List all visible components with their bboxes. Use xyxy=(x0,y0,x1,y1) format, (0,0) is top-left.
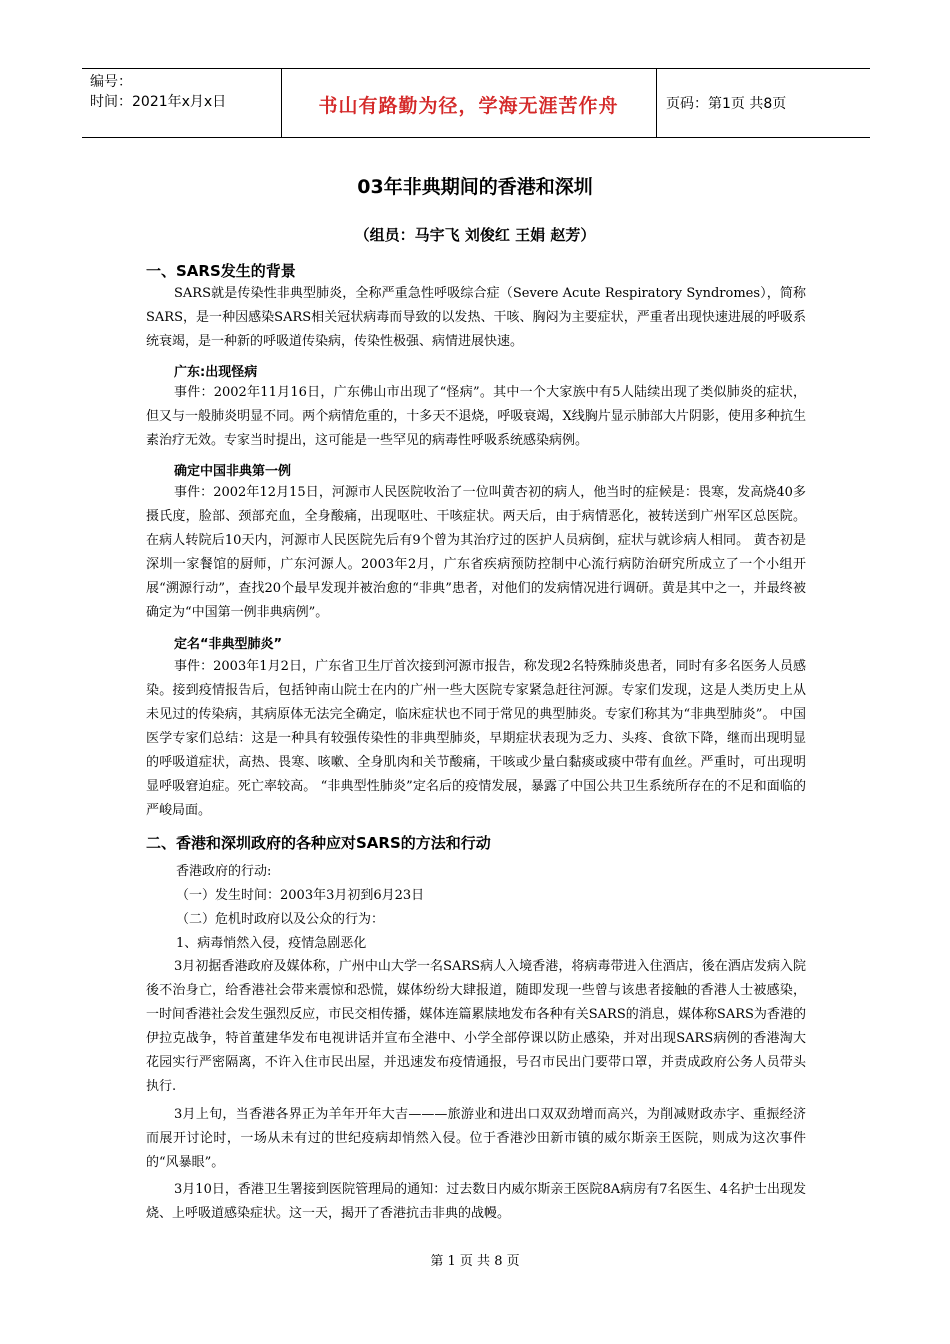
section-heading: 一、SARS发生的背景 xyxy=(146,262,296,280)
header-divider xyxy=(656,69,657,137)
text-line: 1、病毒悄然入侵，疫情急剧恶化 xyxy=(176,936,367,951)
text-line: （二）危机时政府以及公众的行为： xyxy=(176,912,385,927)
header-number: 编号： xyxy=(90,74,132,90)
paragraph: 3月上旬，当香港各界正为羊年开年大吉———旅游业和进出口双双劲增而高兴，为削减财政赤字、重振经济而展开讨论时，一场从未有过的世纪疫病却悄然入侵。位于香港沙田新市镇的威尔斯亲王医院，则成为这次事件的“风暴眼”。 xyxy=(146,1107,806,1170)
page-footer: 第 1 页 共 8 页 xyxy=(430,1254,520,1269)
document-title: 03年非典期间的香港和深圳 xyxy=(357,176,593,198)
header-page-info: 页码：第1页 共8页 xyxy=(666,96,787,112)
header-meta xyxy=(90,72,226,112)
header-motto: 书山有路勤为径，学海无涯苦作舟 xyxy=(318,95,619,117)
paragraph: 事件：2002年12月15日，河源市人民医院收治了一位叫黄杏初的病人，他当时的症候是：畏寒，发高烧40多摄氏度，脸部、颈部充血，全身酸痛，出现呕吐、干咳症状。两天后，由于病情恶化，被转送到广州军区总医院。 在病人转院后10天内，河源市人民医院先后有9个曾为其治疗过的医护人员病倒，症状与就诊病人相同。 黄杏初是深圳一家餐馆的厨师，广东河源人。2003年2月，广东省疾病预防控制中心流行病防治研究所成立了一个小组开展“溯源行动”，查找20个最早发现并被治愈的“非典”患者，对他们的发病情况进行调研。黄是其中之一，并最终被确定为“中国第一例非典病例”。 xyxy=(146,485,806,620)
paragraph: 3月初据香港政府及媒体称，广州中山大学一名SARS病人入境香港，将病毒带进入住酒店，後在酒店发病入院後不治身亡，给香港社会带来震惊和恐慌，媒体纷纷大肆报道，随即发现一些曾与该患者接触的香港人士被感染，一时间香港社会发生强烈反应，市民交相传播，媒体连篇累牍地发布各种有关SARS的消息，媒体称SARS为香港的伊拉克战争，特首董建华发布电视讲话并宣布全港中、小学全部停课以防止感染，并对出现SARS病例的香港淘大花园实行严密隔离，不许入住市民出屋，并迅速发布疫情通报，号召市民出门要带口罩，并责成政府公务人员带头执行. xyxy=(146,959,806,1094)
paragraph: 事件：2002年11月16日，广东佛山市出现了“怪病”。其中一个大家族中有5人陆续出现了类似肺炎的症状，但又与一般肺炎明显不同。两个病情危重的，十多天不退烧，呼吸衰竭，X线胸片显示肺部大片阴影，使用多种抗生素治疗无效。专家当时提出，这可能是一些罕见的病毒性呼吸系统感染病例。 xyxy=(146,385,806,448)
text-line: （一）发生时间：2003年3月初到6月23日 xyxy=(176,888,425,903)
paragraph: SARS就是传染性非典型肺炎，全称严重急性呼吸综合症（Severe Acute Respiratory Syndromes），简称SARS，是一种因感染SARS相关冠状病毒而导致的以发热、干咳、胸闷为主要症状，严重者出现快速进展的呼吸系统衰竭，是一种新的呼吸道传染病，传染性极强、病情进展快速。 xyxy=(146,286,806,349)
subsection-heading: 定名“非典型肺炎” xyxy=(174,637,283,652)
group-members: （组员：马宇飞 刘俊红 王娟 赵芳） xyxy=(354,226,596,244)
subsection-heading: 广东:出现怪病 xyxy=(174,365,258,380)
paragraph: 3月10日，香港卫生署接到医院管理局的通知：过去数日内威尔斯亲王医院8A病房有7名医生、4名护士出现发烧、上呼吸道感染症状。这一天，揭开了香港抗击非典的战幔。 xyxy=(146,1182,806,1221)
text-line: 香港政府的行动: xyxy=(176,864,272,879)
document-header xyxy=(82,68,870,138)
header-date: 时间：2021年x月x日 xyxy=(90,94,227,110)
section-heading: 二、香港和深圳政府的各种应对SARS的方法和行动 xyxy=(146,834,491,852)
subsection-heading: 确定中国非典第一例 xyxy=(174,464,292,479)
paragraph: 事件：2003年1月2日，广东省卫生厅首次接到河源市报告，称发现2名特殊肺炎患者，同时有多名医务人员感染。接到疫情报告后，包括钟南山院士在内的广州一些大医院专家紧急赶往河源。专家们发现，这是人类历史上从未见过的传染病，其病原体无法完全确定，临床症状也不同于常见的典型肺炎。专家们称其为“非典型肺炎”。 中国医学专家们总结：这是一种具有较强传染性的非典型肺炎，早期症状表现为乏力、头疼、食欲下降，继而出现明显的呼吸道症状，高热、畏寒、咳嗽、全身肌肉和关节酸痛，干咳或少量白黏痰或痰中带有血丝。严重时，可出现明显呼吸窘迫症。死亡率较高。 “非典型性肺炎”定名后的疫情发展，暴露了中国公共卫生系统所存在的不足和面临的严峻局面。 xyxy=(146,659,806,818)
